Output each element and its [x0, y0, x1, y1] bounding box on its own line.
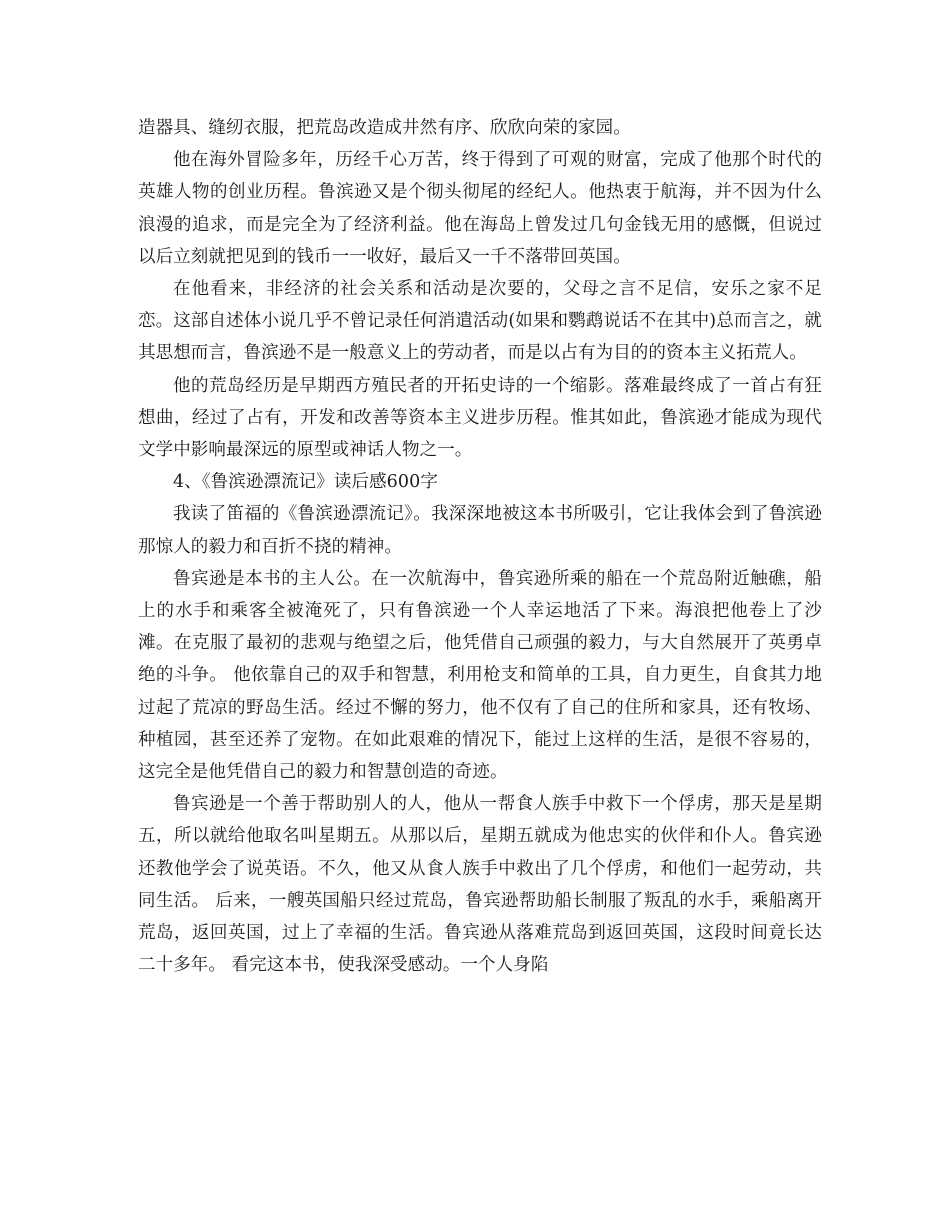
paragraph-continued: 造器具、缝纫衣服，把荒岛改造成井然有序、欣欣向荣的家园。: [138, 118, 631, 138]
paragraph: 鲁宾逊是一个善于帮助别人的人，他从一帮食人族手中救下一个俘虏，那天是星期五，所以就给他取名叫星期五。从那以后，星期五就成为他忠实的伙伴和仆人。鲁宾逊还教他学会了说英语。不久，他又从食人族手中救出了几个俘虏，和他们一起劳动，共同生活。 后来，一艘英国船只经过荒岛，鲁宾逊帮助船长制服了叛乱的水手，乘船离开荒岛，返回英国，过上了幸福的生活。鲁宾逊从落难荒岛到返回英国，这段时间竟长达二十多年。 看完这本书，使我深受感动。一个人身陷: [138, 794, 822, 976]
paragraph: 他的荒岛经历是早期西方殖民者的开拓史诗的一个缩影。落难最终成了一首占有狂想曲，经过了占有，开发和改善等资本主义进步历程。惟其如此，鲁滨逊才能成为现代文学中影响最深远的原型或神话人物之一。: [138, 375, 822, 461]
paragraph: 我读了笛福的《鲁滨逊漂流记》。我深深地被这本书所吸引，它让我体会到了鲁滨逊那惊人的毅力和百折不挠的精神。: [138, 504, 822, 557]
section-heading: 4、《鲁滨逊漂流记》读后感600字: [173, 472, 438, 493]
paragraph: 在他看来，非经济的社会关系和活动是次要的，父母之言不足信，安乐之家不足恋。这部自述体小说几乎不曾记录任何消遣活动(如果和鹦鹉说话不在其中)总而言之，就其思想而言，鲁滨逊不是一般意义上的劳动者，而是以占有为目的的资本主义拓荒人。: [138, 279, 822, 364]
paragraph: 鲁宾逊是本书的主人公。在一次航海中，鲁宾逊所乘的船在一个荒岛附近触礁，船上的水手和乘客全被淹死了，只有鲁滨逊一个人幸运地活了下来。海浪把他卷上了沙滩。在克服了最初的悲观与绝望之后，他凭借自己顽强的毅力，与大自然展开了英勇卓绝的斗争。 他依靠自己的双手和智慧，利用枪支和简单的工具，自力更生，自食其力地过起了荒凉的野岛生活。经过不懈的努力，他不仅有了自己的住所和家具，还有牧场、种植园，甚至还养了宠物。在如此艰难的情况下，能过上这样的生活，是很不容易的，这完全是他凭借自己的毅力和智慧创造的奇迹。: [138, 568, 822, 783]
paragraph: 他在海外冒险多年，历经千心万苦，终于得到了可观的财富，完成了他那个时代的英雄人物的创业历程。鲁滨逊又是个彻头彻尾的经纪人。他热衷于航海，并不因为什么浪漫的追求，而是完全为了经济利益。他在海岛上曾发过几句金钱无用的感慨，但说过以后立刻就把见到的钱币一一收好，最后又一千不落带回英国。: [138, 150, 822, 267]
